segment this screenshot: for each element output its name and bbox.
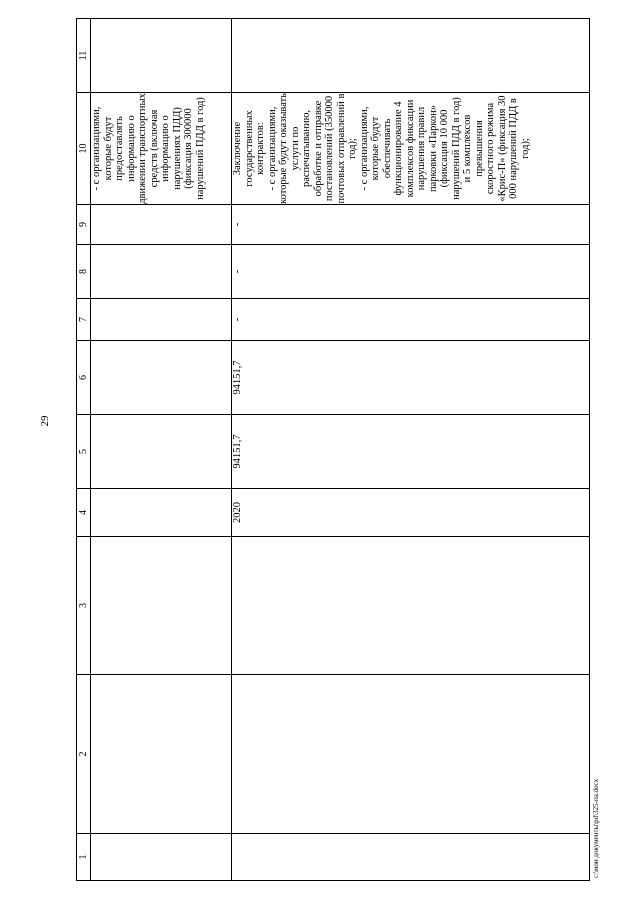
cell-col7-dash: - [232, 299, 590, 341]
col-header-3: 3 [77, 537, 91, 675]
cell-r2-c1 [232, 834, 590, 881]
col-header-9: 9 [77, 205, 91, 245]
cell-r1-c7 [91, 299, 232, 341]
program-table [76, 18, 590, 881]
cell-r2-c11 [232, 19, 590, 93]
table-row [232, 19, 590, 881]
cell-r2-c10 [232, 93, 590, 205]
table-row [91, 19, 232, 881]
footer-file-path: c:\мои документы\pd\325-па.docx [592, 778, 600, 878]
contracts-item-print: - с организациями, которые будут оказывать услуги по распечатыванию, обработке и отправке постановлений (350000 почтовых отправлений в год); [266, 93, 358, 204]
contracts-item-complexes: - с организациями, которые будут обеспечивать функционирование 4 комплексов фиксации нарушения правил парковки «Паркон» (фиксация 10 000 нарушений ПДД в год) и 5 комплексов превышения скоростного режима «Крис-П» (фиксация 30 000 нарушений ПДД в год); [358, 95, 531, 202]
cell-amount-total: 94151,7 [232, 415, 590, 489]
col-header-7: 7 [77, 299, 91, 341]
col-header-8: 8 [77, 245, 91, 299]
page-number: 29 [39, 415, 51, 427]
cell-r1-c6 [91, 341, 232, 415]
col-header-6: 6 [77, 341, 91, 415]
col-header-10: 10 [77, 93, 91, 205]
rotated-table-container [76, 19, 588, 881]
col-header-1: 1 [77, 834, 91, 881]
cell-col9-dash: - [232, 205, 590, 245]
cell-r1-c8 [91, 245, 232, 299]
col-header-11: 11 [77, 19, 91, 93]
cell-r1-c2 [91, 675, 232, 834]
cell-r1-c1 [91, 834, 232, 881]
cell-r1-c10: - с организациями, которые будут предоставлять информацию о движении транспортных средств (включая информацию о нарушениях ПДД) (фиксация 300000 нарушений ПДД в год) [91, 93, 232, 205]
cell-year: 2020 [232, 489, 590, 537]
header-row [77, 19, 91, 881]
cell-r1-c5 [91, 415, 232, 489]
col-header-2: 2 [77, 675, 91, 834]
cell-r1-c9 [91, 205, 232, 245]
cell-r2-c2 [232, 675, 590, 834]
cell-r1-c4 [91, 489, 232, 537]
cell-r1-c11 [91, 19, 232, 93]
col-header-5: 5 [77, 415, 91, 489]
col-header-4: 4 [77, 489, 91, 537]
contracts-intro: Заключение государственных контрактов: [232, 110, 266, 187]
cell-r1-c3 [91, 537, 232, 675]
cell-r2-c3 [232, 537, 590, 675]
cell-col8-dash: - [232, 245, 590, 299]
cell-amount-regional: 94151,7 [232, 341, 590, 415]
